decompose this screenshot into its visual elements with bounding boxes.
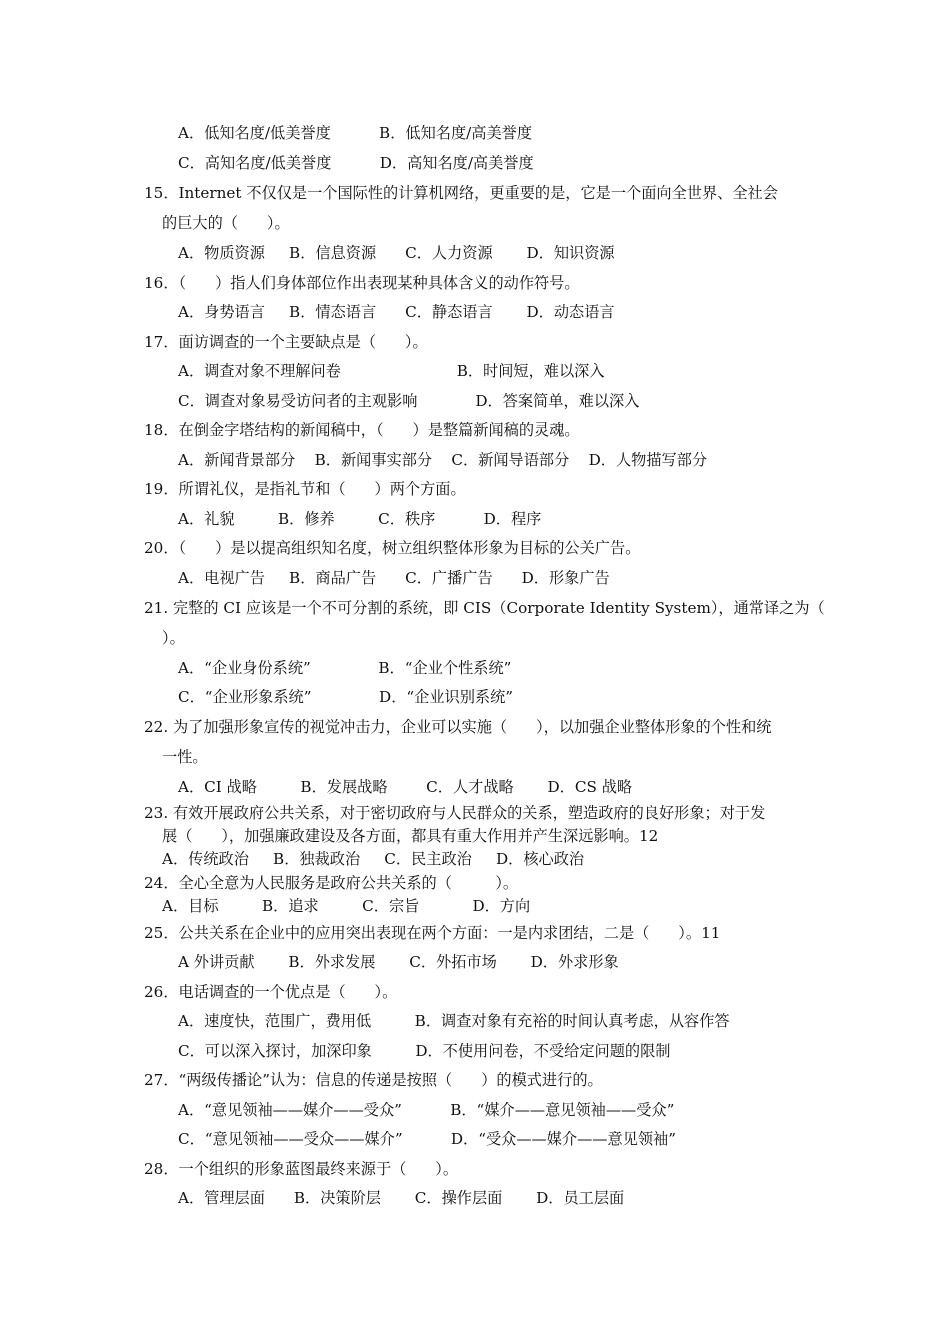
text-line: 16．（ ）指人们身体部位作出表现某种具体含义的动作符号。 xyxy=(144,274,580,292)
text-line: A．电视广告 B．商品广告 C．广播广告 D．形象广告 xyxy=(178,569,610,587)
text-line: A．目标 B．追求 C．宗旨 D．方向 xyxy=(162,897,531,915)
text-line: A 外讲贡献 B．外求发展 C．外拓市场 D．外求形象 xyxy=(178,953,619,971)
text-line: 24．全心全意为人民服务是政府公共关系的（ ）。 xyxy=(144,874,519,892)
text-line: A．速度快，范围广，费用低 B．调查对象有充裕的时间认真考虑，从容作答 xyxy=(178,1012,730,1030)
text-line: A．身势语言 B．情态语言 C．静态语言 D．动态语言 xyxy=(178,303,615,321)
text-line: A．礼貌 B．修养 C．秩序 D．程序 xyxy=(178,510,542,528)
text-line: A．“意见领袖——媒介——受众” B．“媒介——意见领袖——受众” xyxy=(178,1101,675,1119)
text-line: 27．“两级传播论”认为：信息的传递是按照（ ）的模式进行的。 xyxy=(144,1071,603,1089)
text-line: 17．面访调查的一个主要缺点是（ ）。 xyxy=(144,333,428,351)
text-line: 23. 有效开展政府公共关系，对于密切政府与人民群众的关系，塑造政府的良好形象；对于发 xyxy=(144,804,766,822)
text-line: C．可以深入探讨，加深印象 D．不使用问卷，不受给定问题的限制 xyxy=(178,1042,671,1060)
text-line: A．新闻背景部分 B．新闻事实部分 C．新闻导语部分 D．人物描写部分 xyxy=(178,451,708,469)
text-line: 的巨大的（ ）。 xyxy=(162,214,290,232)
text-line: A．管理层面 B．决策阶层 C．操作层面 D．员工层面 xyxy=(178,1189,625,1207)
text-line: A．CI 战略 B．发展战略 C．人才战略 D．CS 战略 xyxy=(178,778,633,796)
text-line: 18．在倒金字塔结构的新闻稿中，（ ）是整篇新闻稿的灵魂。 xyxy=(144,421,580,439)
text-line: C．高知名度/低美誉度 D．高知名度/高美誉度 xyxy=(178,154,534,172)
text-line: 15．Internet 不仅仅是一个国际性的计算机网络，更重要的是，它是一个面向全世界、全社会 xyxy=(144,184,778,202)
text-line: 20．（ ）是以提高组织知名度，树立组织整体形象为目标的公关广告。 xyxy=(144,539,641,557)
text-line: 26．电话调查的一个优点是（ ）。 xyxy=(144,983,398,1001)
text-line: 25．公共关系在企业中的应用突出表现在两个方面：一是内求团结，二是（ ）。11 xyxy=(144,924,721,942)
text-line: 展（ ），加强廉政建设及各方面，都具有重大作用并产生深远影响。12 xyxy=(162,827,659,845)
text-line: A．传统政治 B．独裁政治 C．民主政治 D．核心政治 xyxy=(162,850,585,868)
text-line: A．低知名度/低美誉度 B．低知名度/高美誉度 xyxy=(178,124,533,142)
text-line: 19．所谓礼仪，是指礼节和（ ）两个方面。 xyxy=(144,480,466,498)
text-line: 21. 完整的 CI 应该是一个不可分割的系统，即 CIS（Corporate Identity System），通常译之为（ xyxy=(144,599,825,617)
text-line: C．“意见领袖——受众——媒介” D．“受众——媒介——意见领袖” xyxy=(178,1130,677,1148)
text-line: A．调查对象不理解问卷 B．时间短，难以深入 xyxy=(178,362,605,380)
text-line: C．调查对象易受访问者的主观影响 D．答案简单，难以深入 xyxy=(178,392,640,410)
text-line: A．物质资源 B．信息资源 C．人力资源 D．知识资源 xyxy=(178,244,615,262)
text-line: 22. 为了加强形象宣传的视觉冲击力，企业可以实施（ ），以加强企业整体形象的个性和统 xyxy=(144,718,772,736)
text-line: C．“企业形象系统” D．“企业识别系统” xyxy=(178,688,514,706)
text-line: A．“企业身份系统” B．“企业个性系统” xyxy=(178,659,512,677)
text-line: ）。 xyxy=(162,629,185,647)
text-line: 一性。 xyxy=(162,748,208,766)
text-line: 28．一个组织的形象蓝图最终来源于（ ）。 xyxy=(144,1160,459,1178)
